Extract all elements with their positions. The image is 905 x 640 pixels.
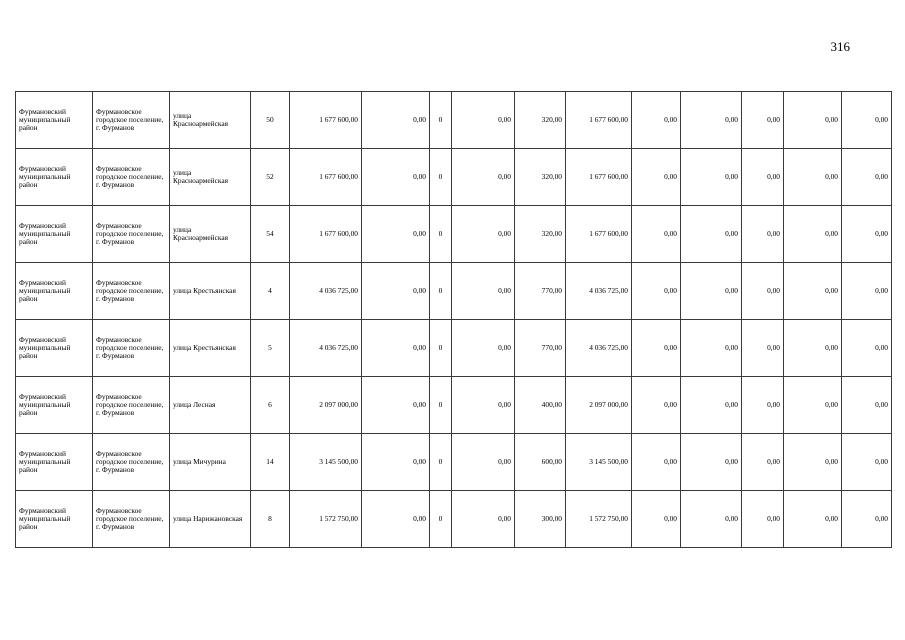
cost-col-11-cell: 0,00 (632, 263, 681, 320)
municipal-district-cell: Фурмановский муниципальный район (16, 92, 93, 149)
cost-col-13-cell: 0,00 (742, 149, 784, 206)
table-row (16, 149, 892, 206)
street-cell: улица Крестьянская (170, 320, 251, 377)
cost-col-6-cell: 0,00 (362, 320, 430, 377)
cost-col-12-cell: 0,00 (681, 263, 742, 320)
area-cell: 770,00 (515, 320, 566, 377)
cost-col-11-cell: 0,00 (632, 320, 681, 377)
cost-col-13-cell: 0,00 (742, 491, 784, 548)
cost-col-10-cell: 1 677 600,00 (566, 206, 632, 263)
area-cell: 400,00 (515, 377, 566, 434)
cost-col-6-cell: 0,00 (362, 92, 430, 149)
house-number-cell: 4 (251, 263, 290, 320)
cost-col-8-cell: 0,00 (452, 434, 515, 491)
house-number-cell: 8 (251, 491, 290, 548)
house-number-cell: 14 (251, 434, 290, 491)
housing-register-table (15, 91, 892, 548)
area-cell: 320,00 (515, 92, 566, 149)
house-number-cell: 5 (251, 320, 290, 377)
table-row (16, 491, 892, 548)
area-cell: 320,00 (515, 206, 566, 263)
table-row (16, 320, 892, 377)
total-cost-cell: 2 097 000,00 (290, 377, 362, 434)
street-cell: улица Красноармейская (170, 92, 251, 149)
cost-col-6-cell: 0,00 (362, 377, 430, 434)
cost-col-6-cell: 0,00 (362, 149, 430, 206)
total-cost-cell: 4 036 725,00 (290, 263, 362, 320)
house-number-cell: 54 (251, 206, 290, 263)
street-cell: улица Нарижановская (170, 491, 251, 548)
cost-col-12-cell: 0,00 (681, 92, 742, 149)
cost-col-11-cell: 0,00 (632, 92, 681, 149)
total-cost-cell: 1 677 600,00 (290, 92, 362, 149)
area-cell: 320,00 (515, 149, 566, 206)
total-cost-cell: 1 677 600,00 (290, 149, 362, 206)
count-col-7-cell: 0 (430, 206, 452, 263)
total-cost-cell: 1 572 750,00 (290, 491, 362, 548)
cost-col-15-cell: 0,00 (842, 320, 892, 377)
cost-col-8-cell: 0,00 (452, 377, 515, 434)
cost-col-13-cell: 0,00 (742, 206, 784, 263)
cost-col-13-cell: 0,00 (742, 434, 784, 491)
cost-col-10-cell: 3 145 500,00 (566, 434, 632, 491)
count-col-7-cell: 0 (430, 491, 452, 548)
cost-col-14-cell: 0,00 (784, 263, 842, 320)
cost-col-10-cell: 1 677 600,00 (566, 92, 632, 149)
table-row (16, 434, 892, 491)
table-row (16, 206, 892, 263)
street-cell: улица Красноармейская (170, 149, 251, 206)
cost-col-12-cell: 0,00 (681, 320, 742, 377)
cost-col-8-cell: 0,00 (452, 206, 515, 263)
cost-col-11-cell: 0,00 (632, 377, 681, 434)
cost-col-13-cell: 0,00 (742, 263, 784, 320)
settlement-cell: Фурмановское городское поселение, г. Фурманов (93, 206, 170, 263)
municipal-district-cell: Фурмановский муниципальный район (16, 206, 93, 263)
cost-col-14-cell: 0,00 (784, 491, 842, 548)
municipal-district-cell: Фурмановский муниципальный район (16, 149, 93, 206)
municipal-district-cell: Фурмановский муниципальный район (16, 434, 93, 491)
cost-col-10-cell: 4 036 725,00 (566, 263, 632, 320)
settlement-cell: Фурмановское городское поселение, г. Фурманов (93, 149, 170, 206)
cost-col-10-cell: 1 677 600,00 (566, 149, 632, 206)
cost-col-10-cell: 4 036 725,00 (566, 320, 632, 377)
cost-col-11-cell: 0,00 (632, 491, 681, 548)
street-cell: улица Крестьянская (170, 263, 251, 320)
cost-col-10-cell: 2 097 000,00 (566, 377, 632, 434)
cost-col-6-cell: 0,00 (362, 434, 430, 491)
cost-col-11-cell: 0,00 (632, 206, 681, 263)
cost-col-14-cell: 0,00 (784, 377, 842, 434)
cost-col-11-cell: 0,00 (632, 434, 681, 491)
cost-col-11-cell: 0,00 (632, 149, 681, 206)
total-cost-cell: 3 145 500,00 (290, 434, 362, 491)
municipal-district-cell: Фурмановский муниципальный район (16, 263, 93, 320)
area-cell: 300,00 (515, 491, 566, 548)
cost-col-15-cell: 0,00 (842, 434, 892, 491)
count-col-7-cell: 0 (430, 92, 452, 149)
table-row (16, 263, 892, 320)
cost-col-14-cell: 0,00 (784, 206, 842, 263)
cost-col-12-cell: 0,00 (681, 206, 742, 263)
table-row (16, 92, 892, 149)
cost-col-15-cell: 0,00 (842, 206, 892, 263)
municipal-district-cell: Фурмановский муниципальный район (16, 377, 93, 434)
cost-col-6-cell: 0,00 (362, 263, 430, 320)
cost-col-8-cell: 0,00 (452, 320, 515, 377)
count-col-7-cell: 0 (430, 263, 452, 320)
settlement-cell: Фурмановское городское поселение, г. Фурманов (93, 92, 170, 149)
count-col-7-cell: 0 (430, 377, 452, 434)
cost-col-14-cell: 0,00 (784, 92, 842, 149)
street-cell: улица Лесная (170, 377, 251, 434)
count-col-7-cell: 0 (430, 434, 452, 491)
cost-col-12-cell: 0,00 (681, 491, 742, 548)
cost-col-14-cell: 0,00 (784, 434, 842, 491)
settlement-cell: Фурмановское городское поселение, г. Фурманов (93, 491, 170, 548)
cost-col-15-cell: 0,00 (842, 149, 892, 206)
settlement-cell: Фурмановское городское поселение, г. Фурманов (93, 377, 170, 434)
cost-col-8-cell: 0,00 (452, 92, 515, 149)
area-cell: 770,00 (515, 263, 566, 320)
cost-col-8-cell: 0,00 (452, 491, 515, 548)
settlement-cell: Фурмановское городское поселение, г. Фурманов (93, 263, 170, 320)
count-col-7-cell: 0 (430, 320, 452, 377)
cost-col-10-cell: 1 572 750,00 (566, 491, 632, 548)
total-cost-cell: 1 677 600,00 (290, 206, 362, 263)
municipal-district-cell: Фурмановский муниципальный район (16, 320, 93, 377)
cost-col-13-cell: 0,00 (742, 377, 784, 434)
cost-col-6-cell: 0,00 (362, 491, 430, 548)
count-col-7-cell: 0 (430, 149, 452, 206)
cost-col-14-cell: 0,00 (784, 320, 842, 377)
cost-col-12-cell: 0,00 (681, 434, 742, 491)
cost-col-15-cell: 0,00 (842, 377, 892, 434)
house-number-cell: 6 (251, 377, 290, 434)
cost-col-14-cell: 0,00 (784, 149, 842, 206)
house-number-cell: 52 (251, 149, 290, 206)
total-cost-cell: 4 036 725,00 (290, 320, 362, 377)
settlement-cell: Фурмановское городское поселение, г. Фурманов (93, 434, 170, 491)
cost-col-13-cell: 0,00 (742, 320, 784, 377)
cost-col-15-cell: 0,00 (842, 92, 892, 149)
settlement-cell: Фурмановское городское поселение, г. Фурманов (93, 320, 170, 377)
municipal-district-cell: Фурмановский муниципальный район (16, 491, 93, 548)
cost-col-15-cell: 0,00 (842, 491, 892, 548)
page-number: 316 (830, 39, 850, 54)
cost-col-12-cell: 0,00 (681, 149, 742, 206)
cost-col-8-cell: 0,00 (452, 149, 515, 206)
street-cell: улица Мичурина (170, 434, 251, 491)
cost-col-12-cell: 0,00 (681, 377, 742, 434)
table-row (16, 377, 892, 434)
cost-col-15-cell: 0,00 (842, 263, 892, 320)
cost-col-6-cell: 0,00 (362, 206, 430, 263)
cost-col-8-cell: 0,00 (452, 263, 515, 320)
area-cell: 600,00 (515, 434, 566, 491)
table-body (16, 92, 892, 548)
cost-col-13-cell: 0,00 (742, 92, 784, 149)
street-cell: улица Красноармейская (170, 206, 251, 263)
house-number-cell: 50 (251, 92, 290, 149)
